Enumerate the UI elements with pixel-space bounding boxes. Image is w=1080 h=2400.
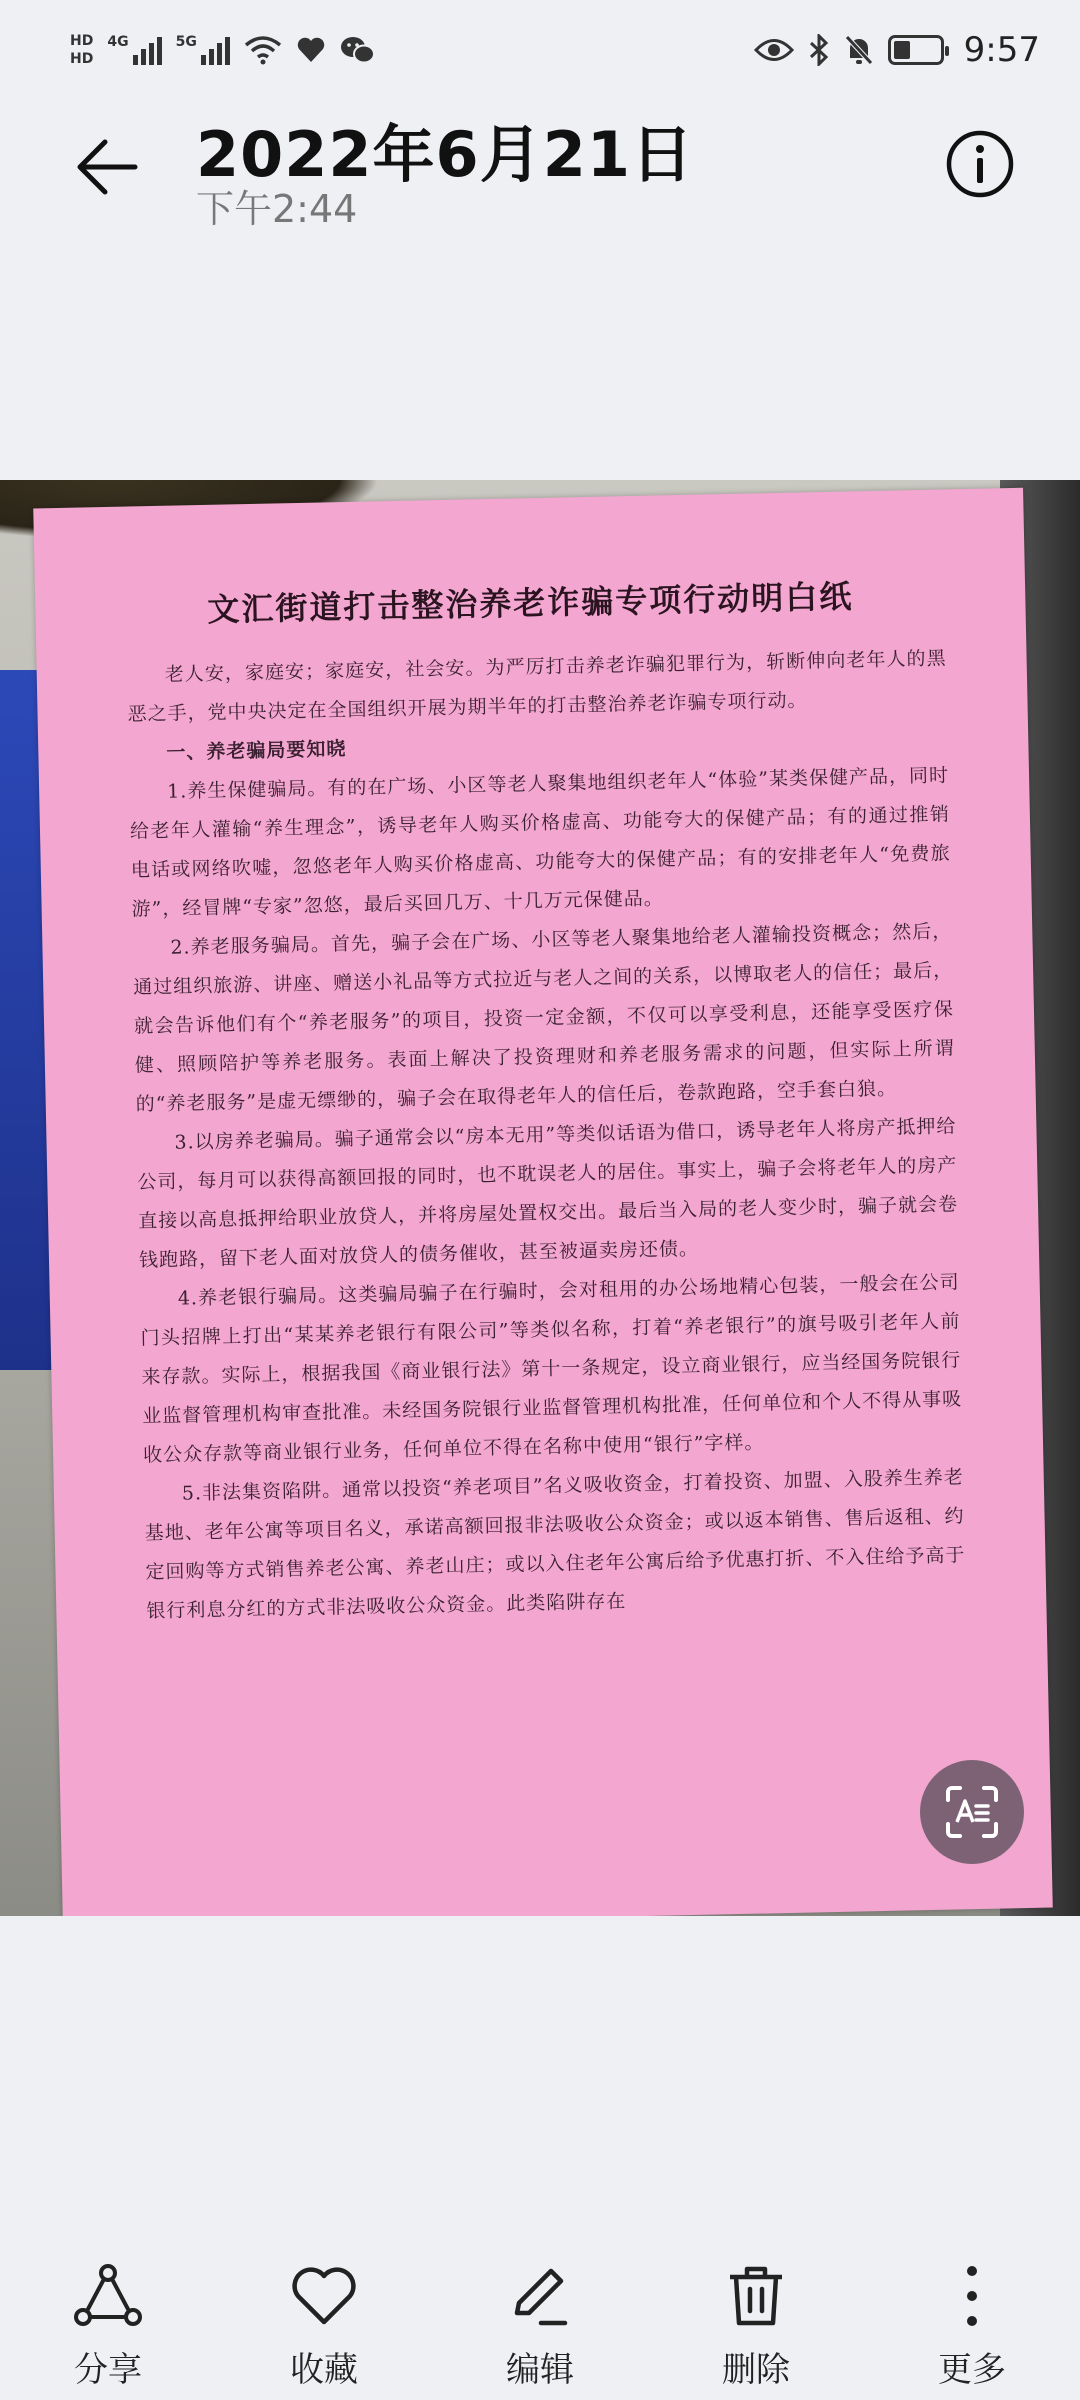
back-button[interactable] <box>62 122 152 212</box>
more-label: 更多 <box>938 2350 1006 2390</box>
wifi-icon <box>244 35 282 65</box>
header <box>0 100 1080 260</box>
edit-button[interactable] <box>465 2260 615 2400</box>
photo-image[interactable] <box>0 480 1080 1916</box>
share-label: 分享 <box>74 2350 142 2390</box>
hd-badge-bottom: HD <box>70 51 94 67</box>
document-paragraph: 老人安，家庭安；家庭安，社会安。为严厉打击养老诈骗犯罪行为，斩断伸向老年人的黑恶之手，党中央决定在全国组织开展为期半年的打击整治养老诈骗专项行动。 <box>127 647 947 726</box>
favorite-label: 收藏 <box>290 2350 358 2390</box>
bluetooth-icon <box>808 34 830 66</box>
photo-time: 下午2:44 <box>196 187 358 231</box>
document-paragraph: 2.养老服务骗局。首先，骗子会在广场、小区等老人聚集地给老人灌输投资概念；然后，通过组织旅游、讲座、赠送小礼品等方式拉近与老人之间的关系，以博取老人的信任；最后，就会告诉他们有个“养老服务”的项目，投资一定金额，不仅可以享受利息，还能享受医疗保健、照顾陪护等养老服务。表面上解决了投资理财和养老服务需求的问题，但实际上所谓的“养老服务”是虚无缥缈的，骗子会在取得老年人的信任后，卷款跑路，空手套白狼。 <box>133 920 955 1116</box>
hd-badges <box>70 34 93 66</box>
document-paragraph: 5.非法集资陷阱。通常以投资“养老项目”名义吸收资金，打着投资、加盟、入股养生养老基地、老年公寓等项目名义，承诺高额回报非法吸收公众资金；或以返本销售、售后返租、约定回购等方式销售养老公寓、养老山庄；或以入住老年公寓后给予优惠打折、不入住给予高于银行利息分红的方式非法吸收公众资金。此类陷阱存在 <box>144 1466 966 1623</box>
share-button[interactable] <box>33 2260 183 2400</box>
trash-icon <box>726 2263 786 2329</box>
document-paragraph: 3.以房养老骗局。骗子通常会以“房本无用”等类似话语为借口，诱导老年人将房产抵押给公司，每月可以获得高额回报的同时，也不耽误老人的居住。事实上，骗子会将老年人的房产直接以高息抵押给职业放贷人，并将房屋处置权交出。最后当入局的老人变少时，骗子就会卷钱跑路，留下老人面对放贷人的债务催收，甚至被逼卖房还债。 <box>137 1115 959 1272</box>
signal-4g-label: 4G <box>107 34 129 50</box>
delete-label: 删除 <box>722 2350 790 2390</box>
bottom-action-bar <box>0 2240 1080 2400</box>
info-icon <box>945 129 1015 199</box>
signal-5g <box>176 35 230 65</box>
info-button[interactable] <box>942 126 1018 202</box>
pencil-icon <box>507 2263 573 2329</box>
document-body <box>126 639 966 1631</box>
document-title: 文汇街道打击整治养老诈骗专项行动明白纸 <box>206 577 854 629</box>
favorite-button[interactable] <box>249 2260 399 2400</box>
signal-bars-icon <box>201 35 230 65</box>
status-bar-right <box>754 30 1040 70</box>
arrow-left-icon <box>75 138 139 196</box>
document-paper <box>33 488 1053 1916</box>
status-bar-left <box>70 34 376 66</box>
document-paragraph: 1.养生保健骗局。有的在广场、小区等老人聚集地组织老年人“体验”某类保健产品，同时给老年人灌输“养生理念”，诱导老年人购买价格虚高、功能夸大的保健产品；有的通过推销电话或网络吹嘘，忽悠老年人购买价格虚高、功能夸大的保健产品；有的安排老年人“免费旅游”，经冒牌“专家”忽悠，最后买回几万、十几万元保健品。 <box>129 764 951 921</box>
status-bar <box>0 0 1080 100</box>
text-recognition-button[interactable] <box>920 1760 1024 1864</box>
signal-4g <box>107 35 161 65</box>
heart-icon <box>291 2266 357 2326</box>
more-button[interactable] <box>897 2260 1047 2400</box>
edit-label: 编辑 <box>506 2350 574 2390</box>
eye-comfort-icon <box>754 37 794 63</box>
signal-5g-label: 5G <box>175 34 197 50</box>
share-icon <box>73 2263 143 2329</box>
text-recognition-icon <box>944 1784 1000 1840</box>
document-paragraph: 4.养老银行骗局。这类骗局骗子在行骗时，会对租用的办公场地精心包装，一般会在公司门头招牌上打出“某某养老银行有限公司”等类似名称，打着“养老银行”的旗号吸引老年人前来存款。实际上，根据我国《商业银行法》第十一条规定，设立商业银行，应当经国务院银行业监督管理机构审查批准。未经国务院银行业监督管理机构批准，任何单位和个人不得从事吸收公众存款等商业银行业务，任何单位不得在名称中使用“银行”字样。 <box>140 1271 963 1467</box>
document-heading: 一、养老骗局要知晓 <box>166 738 347 764</box>
more-vertical-icon <box>962 2263 982 2329</box>
wechat-icon <box>340 35 376 65</box>
battery-icon <box>888 35 944 65</box>
hd-badge-top: HD <box>70 33 94 49</box>
signal-bars-icon <box>133 35 162 65</box>
health-heart-icon <box>296 36 326 64</box>
mute-bell-icon <box>844 34 874 66</box>
photo-date: 2022年6月21日 <box>196 118 694 191</box>
delete-button[interactable] <box>681 2260 831 2400</box>
status-time: 9:57 <box>963 30 1040 70</box>
